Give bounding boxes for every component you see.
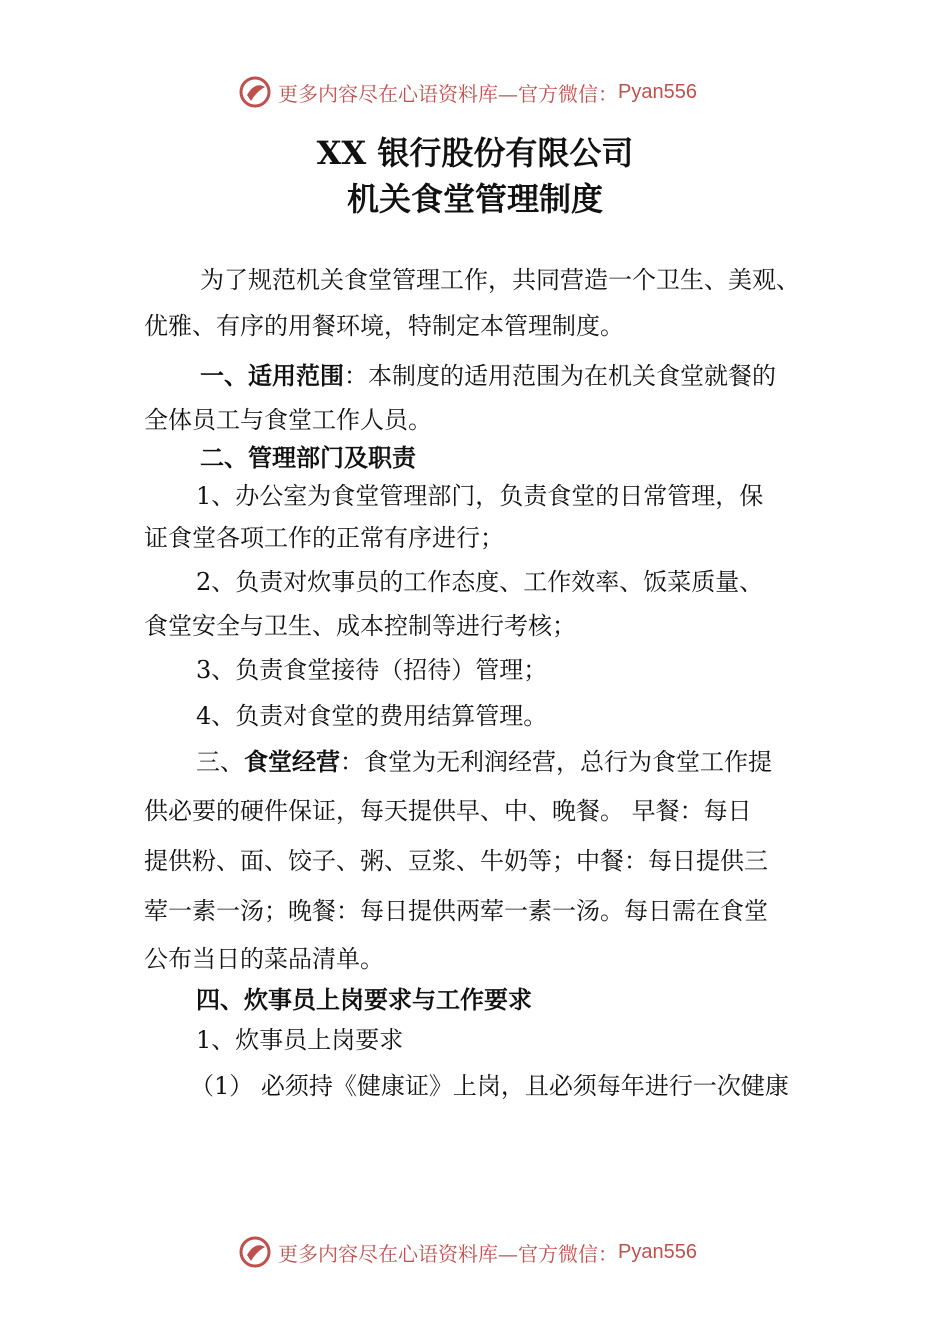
section1-line-1 (200, 360, 776, 392)
section4-item1: 1、炊事员上岗要求 (196, 1026, 404, 1054)
doc-title-line1: XX 银行股份有限公司 (316, 134, 634, 172)
section3-line-2: 供必要的硬件保证，每天提供早、中、晚餐。 早餐：每日 (144, 797, 752, 825)
logo-icon (238, 1235, 272, 1269)
section2-item3: 3、负责食堂接待（招待）管理； (196, 656, 548, 684)
section4-heading: 四、炊事员上岗要求与工作要求 (196, 986, 532, 1014)
banner-text: 更多内容尽在心语资料库—官方微信： (278, 1241, 618, 1266)
section3-prefix: 三、 (196, 748, 244, 776)
section3-text: ：食堂为无利润经营，总行为食堂工作提 (340, 748, 772, 776)
footer-banner (238, 1232, 738, 1272)
section1-text: ：本制度的适用范围为在机关食堂就餐的 (344, 362, 776, 390)
section2-item2-line2: 食堂安全与卫生、成本控制等进行考核； (144, 612, 576, 640)
section3-line-5: 公布当日的菜品清单。 (144, 945, 384, 973)
section2-item4: 4、负责对食堂的费用结算管理。 (196, 702, 548, 730)
section2-heading: 二、管理部门及职责 (200, 444, 416, 472)
intro-line-1: 为了规范机关食堂管理工作，共同营造一个卫生、美观、 (200, 266, 800, 294)
banner-text: 更多内容尽在心语资料库—官方微信： (278, 81, 618, 106)
header-banner (238, 72, 738, 112)
banner-wechat: Pyan556 (618, 1240, 697, 1263)
logo-icon (238, 75, 272, 109)
section3-line-4: 荤一素一汤；晚餐：每日提供两荤一素一汤。每日需在食堂 (144, 897, 768, 925)
section1-heading: 一、适用范围 (200, 362, 344, 390)
section3-line-3: 提供粉、面、饺子、粥、豆浆、牛奶等；中餐：每日提供三 (144, 847, 768, 875)
section3-line-1 (196, 746, 772, 778)
section2-item1-line1: 1、办公室为食堂管理部门，负责食堂的日常管理，保 (196, 482, 764, 510)
section1-line-2: 全体员工与食堂工作人员。 (144, 406, 432, 434)
section2-item1-line2: 证食堂各项工作的正常有序进行； (144, 524, 504, 552)
section4-item1-1: （1） 必须持《健康证》上岗，且必须每年进行一次健康 (190, 1072, 789, 1100)
section2-item2-line1: 2、负责对炊事员的工作态度、工作效率、饭菜质量、 (196, 568, 764, 596)
section3-heading: 食堂经营 (244, 748, 340, 776)
intro-line-2: 优雅、有序的用餐环境，特制定本管理制度。 (144, 312, 624, 340)
doc-title-line2: 机关食堂管理制度 (346, 180, 603, 218)
banner-wechat: Pyan556 (618, 80, 697, 103)
